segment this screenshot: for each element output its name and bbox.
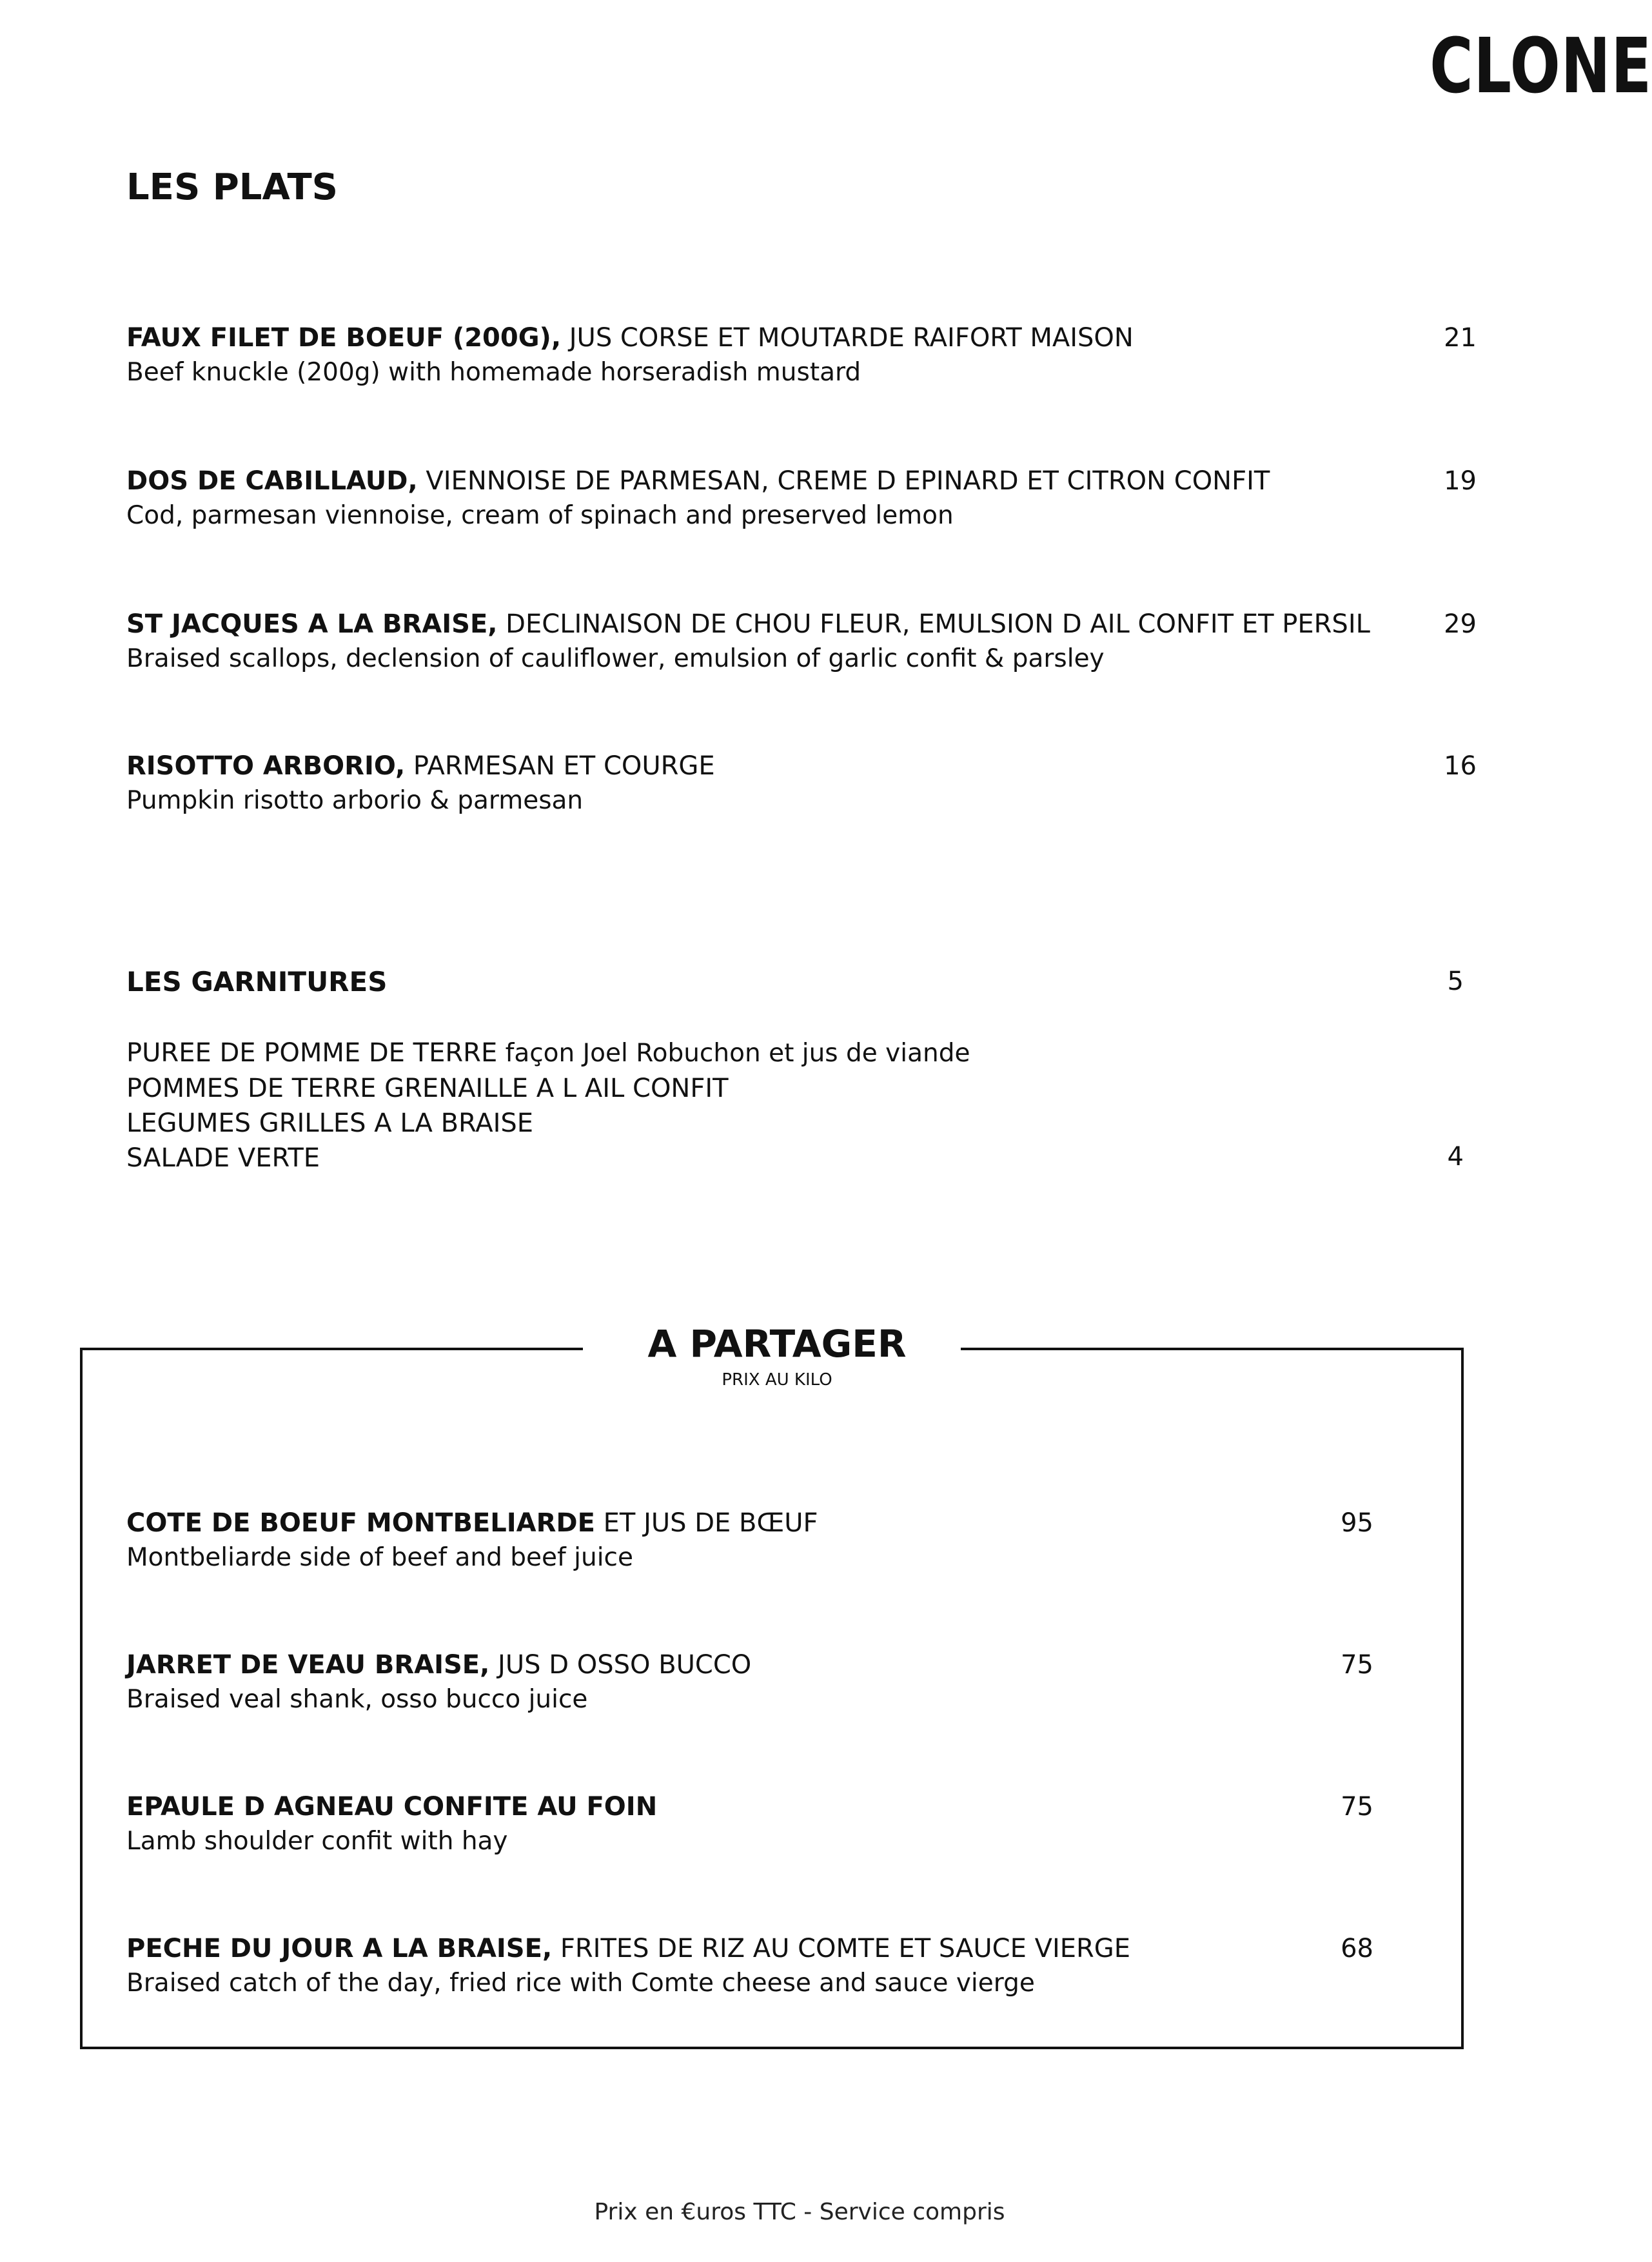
dish-name: RISOTTO ARBORIO, (126, 751, 406, 781)
dish-price: 29 (1444, 609, 1477, 639)
dish-english: Beef knuckle (200g) with homemade horseradish mustard (126, 358, 861, 387)
menu-item (126, 1506, 1352, 1575)
dish-detail: JUS CORSE ET MOUTARDE RAIFORT MAISON (561, 323, 1134, 353)
menu-item (126, 321, 1474, 389)
dish-english: Montbeliarde side of beef and beef juice (126, 1543, 633, 1572)
dish-name: ST JACQUES A LA BRAISE, (126, 609, 498, 639)
garniture-detail: façon Joel Robuchon et jus de viande (497, 1039, 970, 1068)
dish-price: 19 (1444, 466, 1477, 496)
dish-name: COTE DE BOEUF MONTBELIARDE (126, 1508, 595, 1538)
garniture-name: LEGUMES GRILLES A LA BRAISE (126, 1108, 534, 1138)
dish-detail: FRITES DE RIZ AU COMTE ET SAUCE VIERGE (552, 1934, 1131, 1963)
menu-item (126, 1932, 1352, 2000)
dish-english: Braised scallops, declension of cauliflower, emulsion of garlic confit & parsley (126, 644, 1105, 673)
dish-english: Lamb shoulder confit with hay (126, 1827, 508, 1856)
menu-item (126, 1648, 1352, 1716)
garniture-name: POMMES DE TERRE GRENAILLE A L AIL CONFIT (126, 1074, 729, 1103)
dish-name: JARRET DE VEAU BRAISE, (126, 1650, 490, 1680)
list-item (126, 1036, 1416, 1071)
dish-detail: ET JUS DE BŒUF (595, 1508, 818, 1538)
dish-name: PECHE DU JOUR A LA BRAISE, (126, 1934, 553, 1963)
menu-item (126, 607, 1474, 676)
garnitures-price: 5 (1447, 967, 1464, 996)
dish-detail: JUS D OSSO BUCCO (489, 1650, 752, 1680)
garniture-name: SALADE VERTE (126, 1143, 320, 1173)
menu-item (126, 749, 1474, 818)
dish-price: 75 (1341, 1792, 1373, 1822)
list-item (126, 1106, 1416, 1141)
dish-english: Braised catch of the day, fried rice with Comte cheese and sauce vierge (126, 1969, 1035, 1998)
list-item (126, 1141, 1416, 1175)
dish-english: Pumpkin risotto arborio & parmesan (126, 786, 584, 815)
garniture-name: PUREE DE POMME DE TERRE (126, 1038, 498, 1068)
dish-name: DOS DE CABILLAUD, (126, 466, 418, 496)
dish-detail: VIENNOISE DE PARMESAN, CREME D EPINARD ET CITRON CONFIT (417, 466, 1270, 496)
dish-name: FAUX FILET DE BOEUF (200G), (126, 323, 562, 353)
dish-detail: DECLINAISON DE CHOU FLEUR, EMULSION D AIL CONFIT ET PERSIL (497, 609, 1370, 639)
frame-top-left-line (80, 1348, 583, 1350)
dish-detail: PARMESAN ET COURGE (405, 751, 715, 781)
menu-item (126, 1790, 1352, 1858)
dish-price: 68 (1341, 1934, 1373, 1963)
menu-item (126, 464, 1474, 533)
list-item (126, 1071, 1416, 1106)
dish-name: EPAULE D AGNEAU CONFITE AU FOIN (126, 1792, 658, 1822)
dish-english: Braised veal shank, osso bucco juice (126, 1685, 588, 1714)
brand-logo: CLONE (1430, 21, 1652, 110)
garnitures-list (126, 1036, 1416, 1175)
section-title-garnitures: LES GARNITURES (126, 966, 388, 998)
section-title-plats: LES PLATS (126, 166, 339, 208)
dish-price: 75 (1341, 1650, 1373, 1680)
frame-top-right-line (961, 1348, 1464, 1350)
dish-price: 16 (1444, 751, 1477, 781)
dish-price: 21 (1444, 323, 1477, 353)
section-subtitle-partager: PRIX AU KILO (722, 1370, 832, 1390)
section-title-partager: A PARTAGER (647, 1322, 907, 1366)
salade-price: 4 (1447, 1142, 1464, 1172)
footer-note: Prix en €uros TTC - Service compris (594, 2199, 1005, 2225)
dish-price: 95 (1341, 1508, 1373, 1538)
dish-english: Cod, parmesan viennoise, cream of spinach and preserved lemon (126, 501, 954, 530)
